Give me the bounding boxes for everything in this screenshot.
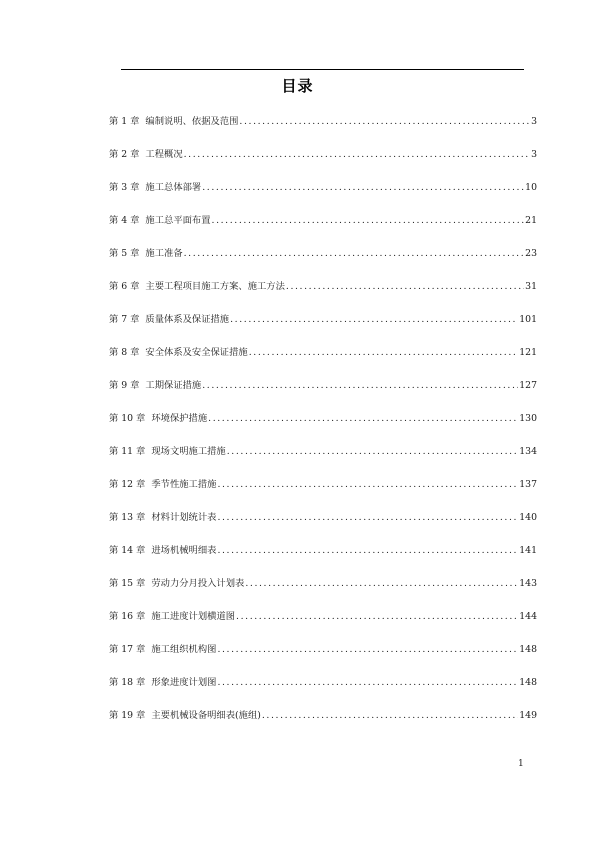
toc-chapter-title: 施工总体部署 (145, 182, 202, 193)
toc-dot-leader (217, 477, 518, 493)
toc-chapter-title: 现场文明施工措施 (151, 446, 226, 457)
toc-chapter-title: 编制说明、依据及范围 (145, 116, 239, 127)
toc-item[interactable] (109, 477, 537, 510)
toc-item[interactable] (109, 642, 537, 675)
toc-chapter-title: 主要机械设备明细表(施组) (151, 710, 261, 721)
toc-item[interactable] (109, 675, 537, 708)
toc-chapter-title: 质量体系及保证措施 (145, 314, 230, 325)
toc-page-number: 137 (519, 479, 537, 490)
toc-dot-leader (217, 543, 518, 559)
toc-page-number: 23 (525, 248, 537, 259)
toc-dot-leader (286, 279, 524, 295)
toc-item[interactable] (109, 708, 537, 741)
footer-page-number: 1 (518, 759, 524, 769)
toc-chapter-title: 形象进度计划图 (151, 677, 217, 688)
toc-item[interactable] (109, 411, 537, 444)
toc-chapter-title: 劳动力分月投入计划表 (151, 578, 245, 589)
toc-page-number: 21 (525, 215, 537, 226)
toc-chapter-title: 主要工程项目施工方案、施工方法 (145, 281, 285, 292)
toc-item[interactable] (109, 312, 537, 345)
toc-page-number: 149 (519, 710, 537, 721)
toc-dot-leader (245, 576, 518, 592)
toc-page-number: 140 (519, 512, 537, 523)
toc-item[interactable] (109, 180, 537, 213)
toc-chapter-title: 施工总平面布置 (145, 215, 211, 226)
toc-page-number: 141 (519, 545, 537, 556)
toc-chapter-title: 工期保证措施 (145, 380, 202, 391)
toc-page-number: 130 (519, 413, 537, 424)
toc-dot-leader (202, 378, 518, 394)
toc-dot-leader (184, 246, 525, 262)
toc-dot-leader (217, 642, 518, 658)
toc-chapter-title: 安全体系及安全保证措施 (145, 347, 248, 358)
toc-dot-leader (212, 213, 525, 229)
toc-page-number: 31 (525, 281, 537, 292)
toc-chapter-number: 第 17 章 (109, 644, 146, 655)
table-of-contents (109, 114, 537, 741)
toc-page-number: 101 (519, 314, 537, 325)
toc-chapter-number: 第 14 章 (109, 545, 146, 556)
toc-dot-leader (184, 147, 530, 163)
toc-item[interactable] (109, 279, 537, 312)
toc-chapter-title: 环境保护措施 (151, 413, 208, 424)
toc-item[interactable] (109, 246, 537, 279)
toc-dot-leader (262, 708, 518, 724)
page-title: 目录 (281, 77, 314, 95)
toc-item[interactable] (109, 444, 537, 477)
toc-chapter-number: 第 5 章 (109, 248, 140, 259)
toc-item[interactable] (109, 378, 537, 411)
toc-page-number: 121 (519, 347, 537, 358)
toc-chapter-title: 季节性施工措施 (151, 479, 217, 490)
toc-dot-leader (230, 312, 518, 328)
toc-dot-leader (217, 510, 518, 526)
toc-chapter-number: 第 7 章 (109, 314, 140, 325)
toc-dot-leader (239, 114, 530, 130)
toc-chapter-title: 工程概况 (145, 149, 183, 160)
toc-chapter-number: 第 3 章 (109, 182, 140, 193)
toc-dot-leader (249, 345, 519, 361)
toc-dot-leader (208, 411, 518, 427)
toc-chapter-number: 第 1 章 (109, 116, 140, 127)
toc-chapter-number: 第 8 章 (109, 347, 140, 358)
toc-page-number: 143 (519, 578, 537, 589)
toc-chapter-number: 第 16 章 (109, 611, 146, 622)
toc-chapter-title: 进场机械明细表 (151, 545, 217, 556)
toc-chapter-title: 施工组织机构图 (151, 644, 217, 655)
toc-item[interactable] (109, 510, 537, 543)
toc-chapter-number: 第 18 章 (109, 677, 146, 688)
toc-chapter-title: 施工准备 (145, 248, 183, 259)
toc-chapter-number: 第 2 章 (109, 149, 140, 160)
toc-item[interactable] (109, 147, 537, 180)
toc-chapter-number: 第 9 章 (109, 380, 140, 391)
toc-page-number: 3 (531, 149, 537, 160)
toc-chapter-number: 第 13 章 (109, 512, 146, 523)
toc-chapter-number: 第 6 章 (109, 281, 140, 292)
toc-page-number: 148 (519, 677, 537, 688)
toc-chapter-number: 第 11 章 (109, 446, 146, 457)
toc-page-number: 144 (519, 611, 537, 622)
toc-dot-leader (202, 180, 524, 196)
toc-item[interactable] (109, 543, 537, 576)
toc-chapter-number: 第 10 章 (109, 413, 146, 424)
toc-dot-leader (217, 675, 518, 691)
toc-item[interactable] (109, 213, 537, 246)
toc-dot-leader (227, 444, 519, 460)
toc-chapter-number: 第 15 章 (109, 578, 146, 589)
header-rule (121, 69, 524, 70)
toc-dot-leader (236, 609, 518, 625)
toc-chapter-number: 第 4 章 (109, 215, 140, 226)
toc-item[interactable] (109, 114, 537, 147)
toc-item[interactable] (109, 345, 537, 378)
toc-page-number: 127 (519, 380, 537, 391)
toc-item[interactable] (109, 576, 537, 609)
toc-chapter-title: 材料计划统计表 (151, 512, 217, 523)
toc-page-number: 148 (519, 644, 537, 655)
toc-page-number: 134 (519, 446, 537, 457)
toc-page-number: 3 (531, 116, 537, 127)
toc-chapter-title: 施工进度计划横道图 (151, 611, 236, 622)
toc-chapter-number: 第 12 章 (109, 479, 146, 490)
toc-item[interactable] (109, 609, 537, 642)
toc-chapter-number: 第 19 章 (109, 710, 146, 721)
toc-page-number: 10 (525, 182, 537, 193)
